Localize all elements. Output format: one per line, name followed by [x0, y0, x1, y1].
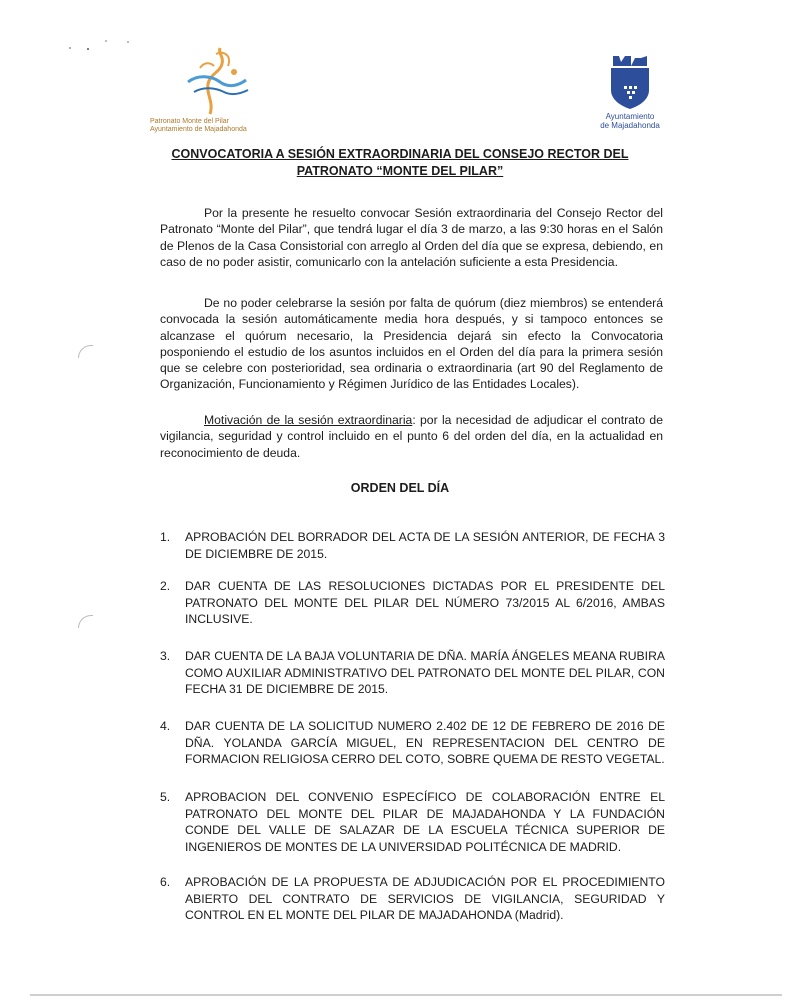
agenda-item-text: DAR CUENTA DE LAS RESOLUCIONES DICTADAS POR EL PRESIDENTE DEL PATRONATO DEL MONTE DEL PILAR DEL NÚMERO 73/2015 AL 6/2016, AMBAS INCLUSIVE. — [185, 579, 665, 626]
left-logo-caption-2: Ayuntamiento de Majadahonda — [150, 126, 247, 133]
agenda-item-number: 3. — [160, 649, 171, 663]
agenda-item-text: APROBACIÓN DEL BORRADOR DEL ACTA DE LA SESIÓN ANTERIOR, DE FECHA 3 DE DICIEMBRE DE 2015. — [185, 530, 665, 561]
paragraph-motivacion — [160, 412, 663, 461]
agenda-item — [160, 874, 665, 924]
motivacion-label: Motivación de la sesión extraordinaria — [204, 413, 413, 427]
agenda-item-number: 5. — [160, 790, 171, 804]
agenda-item-text: DAR CUENTA DE LA SOLICITUD NUMERO 2.402 DE 12 DE FEBRERO DE 2016 DE DÑA. YOLANDA GARCÍA MIGUEL, EN REPRESENTACION DEL CENTRO DE FORMACION RELIGIOSA CERRO DEL COTO, SOBRE QUEMA DE RESTO VEGETAL. — [185, 719, 665, 766]
left-logo-caption-1: Patronato Monte del Pilar — [150, 118, 229, 125]
title-line-1: CONVOCATORIA A SESIÓN EXTRAORDINARIA DEL CONSEJO RECTOR DEL — [171, 147, 629, 161]
patronato-logo — [150, 44, 270, 134]
ayuntamiento-majadahonda-shield-icon — [607, 52, 653, 110]
agenda-item-text: APROBACIÓN DE LA PROPUESTA DE ADJUDICACIÓN POR EL PROCEDIMIENTO ABIERTO DEL CONTRATO DE SERVICIOS DE VIGILANCIA, SEGURIDAD Y CONTROL EN EL MONTE DEL PILAR DE MAJADAHONDA (Madrid). — [185, 875, 665, 922]
right-logo-caption-2: de Majadahonda — [600, 121, 660, 130]
paragraph-convocatoria — [160, 205, 663, 270]
agenda-item-text: DAR CUENTA DE LA BAJA VOLUNTARIA DE DÑA. MARÍA ÁNGELES MEANA RUBIRA COMO AUXILIAR ADMINISTRATIVO DEL PATRONATO DEL MONTE DEL PILAR, CON FECHA 31 DE DICIEMBRE DE 2015. — [185, 649, 665, 696]
agenda-item — [160, 718, 665, 768]
patronato-monte-del-pilar-logo-icon — [180, 44, 255, 116]
right-logo-caption-1: Ayuntamiento — [605, 112, 655, 121]
scan-hole-mark — [78, 345, 93, 358]
title-line-2: PATRONATO “MONTE DEL PILAR” — [296, 164, 504, 178]
agenda-item-text: APROBACION DEL CONVENIO ESPECÍFICO DE COLABORACIÓN ENTRE EL PATRONATO DEL MONTE DEL PILAR DE MAJADAHONDA Y LA FUNDACIÓN CONDE DEL VALLE DE SALAZAR DE LA ESCUELA TÉCNICA SUPERIOR DE INGENIEROS DE MONTES DE LA UNIVERSIDAD POLITÉCNICA DE MADRID. — [185, 790, 665, 854]
document-title — [160, 146, 640, 180]
paragraph-2-text: De no poder celebrarse la sesión por falta de quórum (diez miembros) se entenderá convocada la sesión automáticamente media hora después, y si tampoco entonces se alcanzase el quórum necesario, la Presidencia dejará sin efecto la Convocatoria posponiendo el estudio de los asuntos incluidos en el Orden del día para la primera sesión que se celebre con posterioridad, sea ordinaria o extraordinaria (art 90 del Reglamento de Organización, Funcionamiento y Régimen Jurídico de las Entidades Locales). — [160, 296, 663, 392]
agenda-item-number: 4. — [160, 719, 171, 733]
paragraph-quorum — [160, 295, 663, 393]
agenda-item — [160, 529, 665, 562]
agenda-item-number: 1. — [160, 530, 171, 544]
agenda-item — [160, 648, 665, 698]
agenda-item — [160, 789, 665, 855]
scan-dots — [66, 38, 136, 50]
agenda-heading: ORDEN DEL DÍA — [350, 481, 450, 495]
scan-hole-mark — [78, 615, 93, 628]
agenda-item-number: 2. — [160, 579, 171, 593]
paragraph-1-text: Por la presente he resuelto convocar Sesión extraordinaria del Consejo Rector del Patronato “Monte del Pilar”, que tendrá lugar el día 3 de marzo, a las 9:30 horas en el Salón de Plenos de la Casa Consistorial con arreglo al Orden del día que se expresa, debiendo, en caso de no poder asistir, comunicarlo con la antelación suficiente a esta Presidencia. — [160, 206, 663, 269]
ayuntamiento-logo — [590, 52, 670, 142]
scan-bottom-edge — [30, 994, 782, 996]
agenda-item-number: 6. — [160, 875, 171, 889]
motivacion-text: : por la necesidad de adjudicar el contrato de vigilancia, seguridad y control incluido en el punto 6 del orden del día, en la actualidad en reconocimiento de deuda. — [160, 413, 663, 460]
agenda-item — [160, 578, 665, 628]
